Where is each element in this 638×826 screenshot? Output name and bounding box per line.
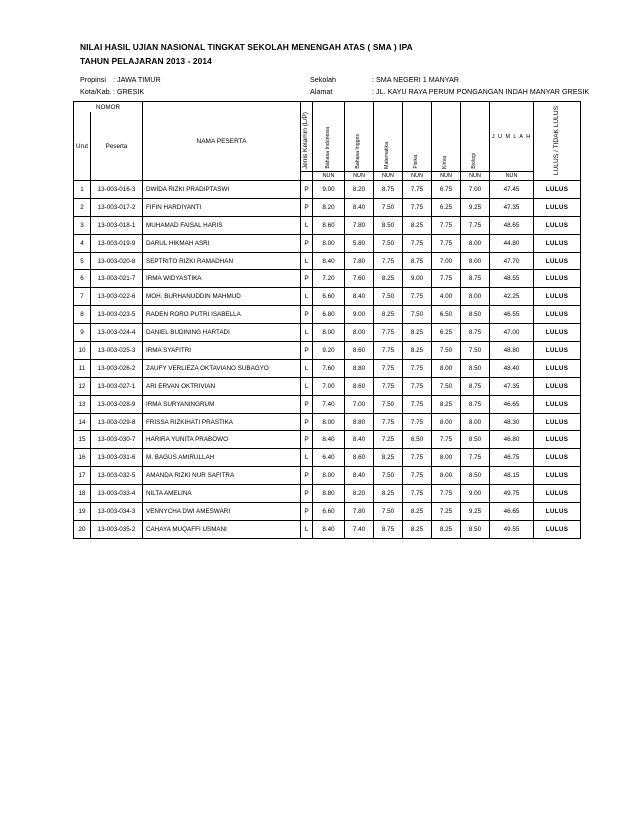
- table-row: [74, 342, 581, 360]
- row-score: 6.60: [313, 288, 345, 306]
- row-nama: VENNYCHA DWI AMESWARI: [143, 503, 301, 521]
- row-nama: CAHAYA MUQAFFI USMANI: [143, 520, 301, 538]
- row-status: LULUS: [534, 181, 581, 199]
- row-score: 6.50: [403, 431, 432, 449]
- kota-label: Kota/Kab.: [80, 87, 112, 96]
- row-score: 8.50: [461, 431, 490, 449]
- row-number: 5: [74, 252, 91, 270]
- row-score: 7.75: [403, 181, 432, 199]
- alamat-label: Alamat: [310, 87, 333, 96]
- row-score: 8.25: [403, 520, 432, 538]
- row-score: 7.75: [374, 342, 403, 360]
- row-jumlah: 49.75: [490, 485, 534, 503]
- row-score: 7.00: [345, 395, 374, 413]
- row-nama: DANIEL BUDINING HARTADI: [143, 324, 301, 342]
- row-score: 7.40: [345, 520, 374, 538]
- table-row: [74, 467, 581, 485]
- row-number: 15: [74, 431, 91, 449]
- row-score: 9.25: [461, 503, 490, 521]
- page-subtitle: TAHUN PELAJARAN 2013 - 2014: [80, 56, 212, 66]
- row-jenis-kelamin: L: [301, 252, 313, 270]
- row-peserta: 13-003-031-6: [91, 449, 143, 467]
- row-score: 8.40: [313, 431, 345, 449]
- row-status: LULUS: [534, 467, 581, 485]
- row-score: 7.75: [403, 288, 432, 306]
- table-row: [74, 270, 581, 288]
- table-row: [74, 377, 581, 395]
- row-score: 8.75: [403, 252, 432, 270]
- row-jenis-kelamin: P: [301, 270, 313, 288]
- row-jumlah: 49.55: [490, 520, 534, 538]
- table-row: [74, 181, 581, 199]
- row-score: 8.00: [313, 324, 345, 342]
- row-score: 7.75: [403, 449, 432, 467]
- row-score: 7.75: [374, 377, 403, 395]
- row-status: LULUS: [534, 395, 581, 413]
- row-nama: DWIDA RIZKI PRADIPTASWI: [143, 181, 301, 199]
- row-jenis-kelamin: L: [301, 449, 313, 467]
- row-nama: IRMA SURYANINGRUM: [143, 395, 301, 413]
- row-status: LULUS: [534, 503, 581, 521]
- row-number: 1: [74, 181, 91, 199]
- row-status: LULUS: [534, 270, 581, 288]
- row-jenis-kelamin: L: [301, 288, 313, 306]
- table-row: [74, 306, 581, 324]
- row-status: LULUS: [534, 449, 581, 467]
- row-score: 7.50: [432, 342, 461, 360]
- nun-header: NUN: [490, 172, 534, 181]
- propinsi-value: : JAWA TIMUR: [113, 75, 161, 84]
- row-score: 7.75: [403, 234, 432, 252]
- row-jumlah: 47.00: [490, 324, 534, 342]
- row-nama: AMANDA RIZKI NUR SAFITRA: [143, 467, 301, 485]
- row-score: 8.25: [432, 395, 461, 413]
- nun-header: NUN: [403, 172, 432, 181]
- table-row: [74, 449, 581, 467]
- row-peserta: 13-003-025-3: [91, 342, 143, 360]
- row-score: 7.75: [432, 216, 461, 234]
- row-nama: DARUL HIKMAH ASRI: [143, 234, 301, 252]
- row-score: 6.40: [313, 449, 345, 467]
- alamat-value: : JL. KAYU RAYA PERUM PONGANGAN INDAH MANYAR GRESIK: [372, 87, 590, 96]
- table-row: [74, 252, 581, 270]
- row-nama: SEPTRITO RIZKI RAMADHAN: [143, 252, 301, 270]
- row-jenis-kelamin: P: [301, 395, 313, 413]
- row-score: 8.80: [345, 413, 374, 431]
- row-status: LULUS: [534, 377, 581, 395]
- row-peserta: 13-003-029-8: [91, 413, 143, 431]
- row-peserta: 13-003-035-2: [91, 520, 143, 538]
- row-number: 4: [74, 234, 91, 252]
- row-score: 8.50: [461, 359, 490, 377]
- row-score: 7.75: [403, 413, 432, 431]
- row-score: 8.60: [345, 342, 374, 360]
- row-peserta: 13-003-027-1: [91, 377, 143, 395]
- row-jumlah: 48.65: [490, 216, 534, 234]
- row-jumlah: 44.80: [490, 234, 534, 252]
- row-score: 7.75: [432, 431, 461, 449]
- row-jumlah: 46.55: [490, 306, 534, 324]
- row-number: 11: [74, 359, 91, 377]
- row-score: 6.75: [432, 181, 461, 199]
- row-score: 8.00: [432, 449, 461, 467]
- row-score: 7.75: [374, 413, 403, 431]
- subject-header-biologi: Biologi: [461, 102, 490, 172]
- row-score: 9.00: [345, 306, 374, 324]
- row-score: 8.75: [461, 324, 490, 342]
- row-score: 5.80: [345, 234, 374, 252]
- row-score: 9.00: [403, 270, 432, 288]
- row-number: 9: [74, 324, 91, 342]
- row-score: 7.00: [432, 252, 461, 270]
- row-score: 8.25: [403, 324, 432, 342]
- row-nama: IRMA WIDYASTIKA: [143, 270, 301, 288]
- row-score: 7.00: [313, 377, 345, 395]
- row-jenis-kelamin: P: [301, 234, 313, 252]
- row-peserta: 13-003-024-4: [91, 324, 143, 342]
- table-row: [74, 288, 581, 306]
- row-score: 8.40: [345, 431, 374, 449]
- row-peserta: 13-003-020-8: [91, 252, 143, 270]
- peserta-header: Peserta: [91, 112, 143, 181]
- row-peserta: 13-003-032-5: [91, 467, 143, 485]
- subject-header-kimia: Kimia: [432, 102, 461, 172]
- row-score: 6.50: [432, 306, 461, 324]
- row-number: 16: [74, 449, 91, 467]
- row-score: 8.40: [345, 288, 374, 306]
- row-score: 8.50: [374, 216, 403, 234]
- row-jenis-kelamin: L: [301, 520, 313, 538]
- row-nama: MUHAMAD FAISAL HARIS: [143, 216, 301, 234]
- row-jumlah: 46.75: [490, 449, 534, 467]
- table-row: [74, 520, 581, 538]
- row-score: 8.60: [313, 216, 345, 234]
- row-jumlah: 47.35: [490, 377, 534, 395]
- row-score: 8.25: [403, 216, 432, 234]
- table-row: [74, 413, 581, 431]
- subject-header-matematika: Matematika: [374, 102, 403, 172]
- row-score: 7.50: [461, 342, 490, 360]
- nun-header: NUN: [313, 172, 345, 181]
- row-score: 8.75: [461, 270, 490, 288]
- row-score: 7.50: [374, 234, 403, 252]
- row-score: 8.40: [345, 467, 374, 485]
- row-jenis-kelamin: P: [301, 503, 313, 521]
- row-score: 8.60: [345, 377, 374, 395]
- row-score: 8.00: [432, 413, 461, 431]
- row-number: 17: [74, 467, 91, 485]
- row-number: 6: [74, 270, 91, 288]
- row-score: 7.75: [403, 395, 432, 413]
- status-header: LULUS / TIDAK LULUS: [534, 102, 581, 181]
- row-peserta: 13-003-030-7: [91, 431, 143, 449]
- row-score: 7.75: [403, 485, 432, 503]
- row-peserta: 13-003-023-5: [91, 306, 143, 324]
- grades-table: [73, 101, 581, 539]
- row-score: 8.00: [461, 413, 490, 431]
- nama-peserta-header: NAMA PESERTA: [143, 102, 301, 181]
- table-row: [74, 216, 581, 234]
- row-score: 7.75: [403, 198, 432, 216]
- row-score: 8.00: [432, 359, 461, 377]
- row-status: LULUS: [534, 288, 581, 306]
- row-score: 8.00: [461, 252, 490, 270]
- row-score: 8.75: [374, 181, 403, 199]
- row-score: 7.20: [313, 270, 345, 288]
- row-peserta: 13-003-034-3: [91, 503, 143, 521]
- sekolah-label: Sekolah: [310, 75, 336, 84]
- table-row: [74, 198, 581, 216]
- row-score: 7.75: [432, 234, 461, 252]
- row-status: LULUS: [534, 485, 581, 503]
- row-score: 7.50: [374, 503, 403, 521]
- row-score: 8.40: [313, 252, 345, 270]
- row-status: LULUS: [534, 198, 581, 216]
- row-nama: M. BAGUS AMIRULLAH: [143, 449, 301, 467]
- row-score: 8.00: [345, 324, 374, 342]
- nun-header: NUN: [461, 172, 490, 181]
- row-jenis-kelamin: P: [301, 431, 313, 449]
- row-jumlah: 46.80: [490, 431, 534, 449]
- row-score: 8.50: [461, 520, 490, 538]
- row-number: 12: [74, 377, 91, 395]
- row-score: 7.50: [403, 306, 432, 324]
- row-score: 8.00: [432, 467, 461, 485]
- nomor-header: NOMOR: [74, 102, 143, 113]
- row-score: 7.00: [461, 181, 490, 199]
- row-score: 7.60: [345, 270, 374, 288]
- row-jumlah: 47.35: [490, 198, 534, 216]
- row-score: 7.25: [374, 431, 403, 449]
- table-row: [74, 431, 581, 449]
- subject-header-bahasa-indonesia: Bahasa Indonesia: [313, 102, 345, 172]
- row-number: 19: [74, 503, 91, 521]
- row-score: 8.75: [374, 520, 403, 538]
- row-score: 7.75: [432, 485, 461, 503]
- row-score: 8.25: [403, 503, 432, 521]
- row-nama: MOH. BURHANUDDIN MAHMUD: [143, 288, 301, 306]
- row-score: 8.60: [345, 449, 374, 467]
- row-score: 7.75: [432, 270, 461, 288]
- row-score: 9.00: [313, 181, 345, 199]
- row-number: 2: [74, 198, 91, 216]
- row-jumlah: 48.15: [490, 467, 534, 485]
- row-score: 8.25: [374, 485, 403, 503]
- row-number: 10: [74, 342, 91, 360]
- row-jenis-kelamin: L: [301, 324, 313, 342]
- row-score: 9.00: [461, 485, 490, 503]
- row-jenis-kelamin: L: [301, 216, 313, 234]
- row-score: 7.75: [374, 324, 403, 342]
- row-score: 6.25: [432, 324, 461, 342]
- row-score: 9.20: [313, 342, 345, 360]
- sekolah-value: : SMA NEGERI 1 MANYAR: [372, 75, 459, 84]
- propinsi-label: Propinsi: [80, 75, 106, 84]
- row-status: LULUS: [534, 520, 581, 538]
- row-peserta: 13-003-017-2: [91, 198, 143, 216]
- row-score: 6.80: [313, 306, 345, 324]
- kota-value: : GRESIK: [113, 87, 145, 96]
- row-peserta: 13-003-018-1: [91, 216, 143, 234]
- row-number: 18: [74, 485, 91, 503]
- row-status: LULUS: [534, 342, 581, 360]
- row-score: 8.80: [313, 485, 345, 503]
- row-peserta: 13-003-033-4: [91, 485, 143, 503]
- row-jumlah: 47.45: [490, 181, 534, 199]
- subject-header-fisika: Fisika: [403, 102, 432, 172]
- jenis-kelamin-header: Jenis Kelamin (L/P): [301, 102, 313, 172]
- row-score: 8.00: [313, 234, 345, 252]
- row-score: 4.00: [432, 288, 461, 306]
- row-jenis-kelamin: P: [301, 306, 313, 324]
- row-score: 7.75: [403, 377, 432, 395]
- nun-header-jk: [301, 172, 313, 181]
- table-row: [74, 359, 581, 377]
- row-number: 8: [74, 306, 91, 324]
- row-score: 7.75: [403, 467, 432, 485]
- row-jenis-kelamin: P: [301, 342, 313, 360]
- row-jumlah: 48.80: [490, 342, 534, 360]
- row-score: 8.25: [374, 270, 403, 288]
- row-jenis-kelamin: L: [301, 377, 313, 395]
- table-row: [74, 324, 581, 342]
- row-score: 8.00: [461, 288, 490, 306]
- row-jumlah: 42.25: [490, 288, 534, 306]
- row-score: 7.80: [345, 503, 374, 521]
- row-score: 7.40: [313, 395, 345, 413]
- row-jumlah: 46.65: [490, 503, 534, 521]
- row-status: LULUS: [534, 324, 581, 342]
- row-peserta: 13-003-022-6: [91, 288, 143, 306]
- row-score: 7.80: [345, 252, 374, 270]
- row-nama: RADEN RORO PUTRI ISABELLA: [143, 306, 301, 324]
- row-nama: NILTA AMELINA: [143, 485, 301, 503]
- row-score: 7.60: [313, 359, 345, 377]
- row-status: LULUS: [534, 306, 581, 324]
- row-jumlah: 48.30: [490, 413, 534, 431]
- row-score: 8.25: [432, 520, 461, 538]
- row-score: 9.25: [461, 198, 490, 216]
- row-status: LULUS: [534, 234, 581, 252]
- page-title: NILAI HASIL UJIAN NASIONAL TINGKAT SEKOLAH MENENGAH ATAS ( SMA ) IPA: [80, 42, 413, 52]
- row-score: 8.80: [345, 359, 374, 377]
- row-jenis-kelamin: P: [301, 181, 313, 199]
- table-row: [74, 485, 581, 503]
- row-peserta: 13-003-019-9: [91, 234, 143, 252]
- row-score: 7.75: [374, 359, 403, 377]
- row-nama: ZAUFY VERLIEZA OKTAVIANO SUBAGYO: [143, 359, 301, 377]
- row-score: 8.20: [345, 181, 374, 199]
- row-score: 7.75: [403, 359, 432, 377]
- row-number: 14: [74, 413, 91, 431]
- row-score: 8.40: [345, 198, 374, 216]
- row-score: 8.25: [374, 449, 403, 467]
- row-score: 8.50: [461, 467, 490, 485]
- row-jenis-kelamin: P: [301, 413, 313, 431]
- row-score: 8.00: [313, 467, 345, 485]
- row-score: 8.20: [313, 198, 345, 216]
- urut-header: Urut: [74, 112, 91, 181]
- row-jenis-kelamin: P: [301, 467, 313, 485]
- row-score: 8.00: [313, 413, 345, 431]
- row-score: 7.75: [374, 252, 403, 270]
- row-score: 8.40: [313, 520, 345, 538]
- row-jumlah: 48.40: [490, 359, 534, 377]
- row-number: 20: [74, 520, 91, 538]
- row-score: 7.50: [432, 377, 461, 395]
- subject-header-bahasa-inggris: Bahasa Inggris: [345, 102, 374, 172]
- row-jumlah: 47.70: [490, 252, 534, 270]
- row-jenis-kelamin: P: [301, 198, 313, 216]
- row-score: 6.25: [432, 198, 461, 216]
- table-row: [74, 395, 581, 413]
- row-peserta: 13-003-016-3: [91, 181, 143, 199]
- row-nama: IRMA SYAFITRI: [143, 342, 301, 360]
- row-score: 7.50: [374, 395, 403, 413]
- row-number: 13: [74, 395, 91, 413]
- row-status: LULUS: [534, 252, 581, 270]
- row-jumlah: 48.55: [490, 270, 534, 288]
- row-score: 8.50: [461, 306, 490, 324]
- row-jenis-kelamin: P: [301, 485, 313, 503]
- row-number: 7: [74, 288, 91, 306]
- row-status: LULUS: [534, 431, 581, 449]
- row-score: 6.60: [313, 503, 345, 521]
- row-jumlah: 46.65: [490, 395, 534, 413]
- row-number: 3: [74, 216, 91, 234]
- row-nama: HARIRA YUNITA PRABOWO: [143, 431, 301, 449]
- row-score: 8.25: [374, 306, 403, 324]
- row-score: 7.50: [374, 198, 403, 216]
- nun-header: NUN: [432, 172, 461, 181]
- row-nama: FRISSA RIZKIHATI PRASTIKA: [143, 413, 301, 431]
- row-score: 8.75: [461, 377, 490, 395]
- nun-header: NUN: [374, 172, 403, 181]
- row-score: 7.25: [432, 503, 461, 521]
- row-peserta: 13-003-026-2: [91, 359, 143, 377]
- row-score: 7.50: [374, 467, 403, 485]
- row-score: 7.75: [461, 216, 490, 234]
- row-score: 8.00: [461, 234, 490, 252]
- row-nama: FIFIN HARDIYANTI: [143, 198, 301, 216]
- row-score: 8.75: [461, 395, 490, 413]
- jumlah-header: J U M L A H: [490, 102, 534, 172]
- row-score: 7.50: [374, 288, 403, 306]
- row-score: 8.20: [345, 485, 374, 503]
- row-score: 8.25: [403, 342, 432, 360]
- row-peserta: 13-003-028-9: [91, 395, 143, 413]
- row-score: 7.80: [345, 216, 374, 234]
- nun-header: NUN: [345, 172, 374, 181]
- table-row: [74, 234, 581, 252]
- row-score: 7.75: [461, 449, 490, 467]
- row-jenis-kelamin: L: [301, 359, 313, 377]
- row-status: LULUS: [534, 359, 581, 377]
- row-peserta: 13-003-021-7: [91, 270, 143, 288]
- row-status: LULUS: [534, 413, 581, 431]
- row-nama: ARI ERVAN OKTRIVIAN: [143, 377, 301, 395]
- table-row: [74, 503, 581, 521]
- row-status: LULUS: [534, 216, 581, 234]
